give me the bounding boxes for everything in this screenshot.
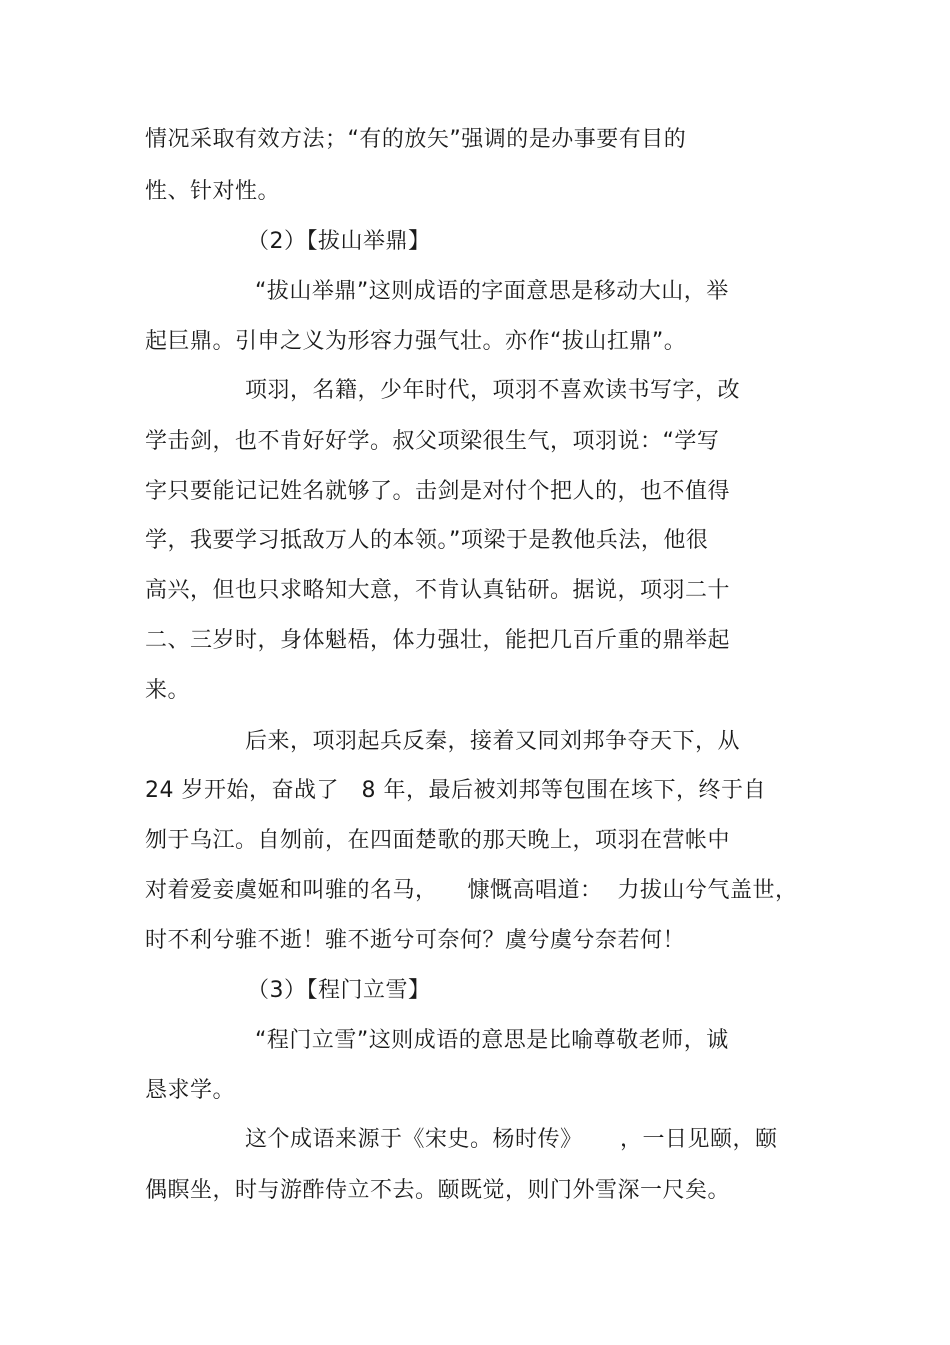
text-line: 来。 xyxy=(145,678,191,703)
text-line: 时不利兮骓不逝！骓不逝兮可奈何？虞兮虞兮奈若何！ xyxy=(145,928,686,953)
text-line: 恳求学。 xyxy=(145,1078,236,1103)
section-heading: （2）【拔山举鼎】 xyxy=(247,229,431,254)
text-line: 24 岁开始，奋战了 8 年，最后被刘邦等包围在垓下，终于自 xyxy=(145,778,766,803)
section-heading: （3）【程门立雪】 xyxy=(247,978,431,1003)
text-line: 项羽，名籍，少年时代，项羽不喜欢读书写字，改 xyxy=(245,378,741,403)
text-line: 性、针对性。 xyxy=(145,179,281,204)
text-line: “程门立雪”这则成语的意思是比喻尊敬老师，诚 xyxy=(255,1028,729,1053)
text-line: 高兴，但也只求略知大意，不肯认真钻研。据说，项羽二十 xyxy=(145,578,731,603)
text-line: 学击剑，也不肯好好学。叔父项梁很生气，项羽说：“学写 xyxy=(145,429,720,454)
text-line: 二、三岁时，身体魁梧，体力强壮，能把几百斤重的鼎举起 xyxy=(145,628,731,653)
text-line: 后来，项羽起兵反秦，接着又同刘邦争夺天下，从 xyxy=(245,729,741,754)
text-line: 偶瞑坐，时与游酢侍立不去。颐既觉，则门外雪深一尺矣。 xyxy=(145,1178,731,1203)
text-line: 刎于乌江。自刎前，在四面楚歌的那天晚上，项羽在营帐中 xyxy=(145,828,731,853)
text-line: 情况采取有效方法；“有的放矢”强调的是办事要有目的 xyxy=(145,127,687,152)
text-line: 这个成语来源于《宋史。杨时传》 ，一日见颐，颐 xyxy=(245,1127,778,1152)
text-line: 学，我要学习抵敌万人的本领。”项梁于是教他兵法，他很 xyxy=(145,528,709,553)
text-line: 对着爱妾虞姬和叫骓的名马， 慷慨高唱道： 力拔山兮气盖世， xyxy=(145,878,798,903)
text-line: 起巨鼎。引申之义为形容力强气壮。亦作“拔山扛鼎”。 xyxy=(145,329,687,354)
text-line: “拔山举鼎”这则成语的字面意思是移动大山，举 xyxy=(255,279,729,304)
text-line: 字只要能记记姓名就够了。击剑是对付个把人的，也不值得 xyxy=(145,479,731,504)
